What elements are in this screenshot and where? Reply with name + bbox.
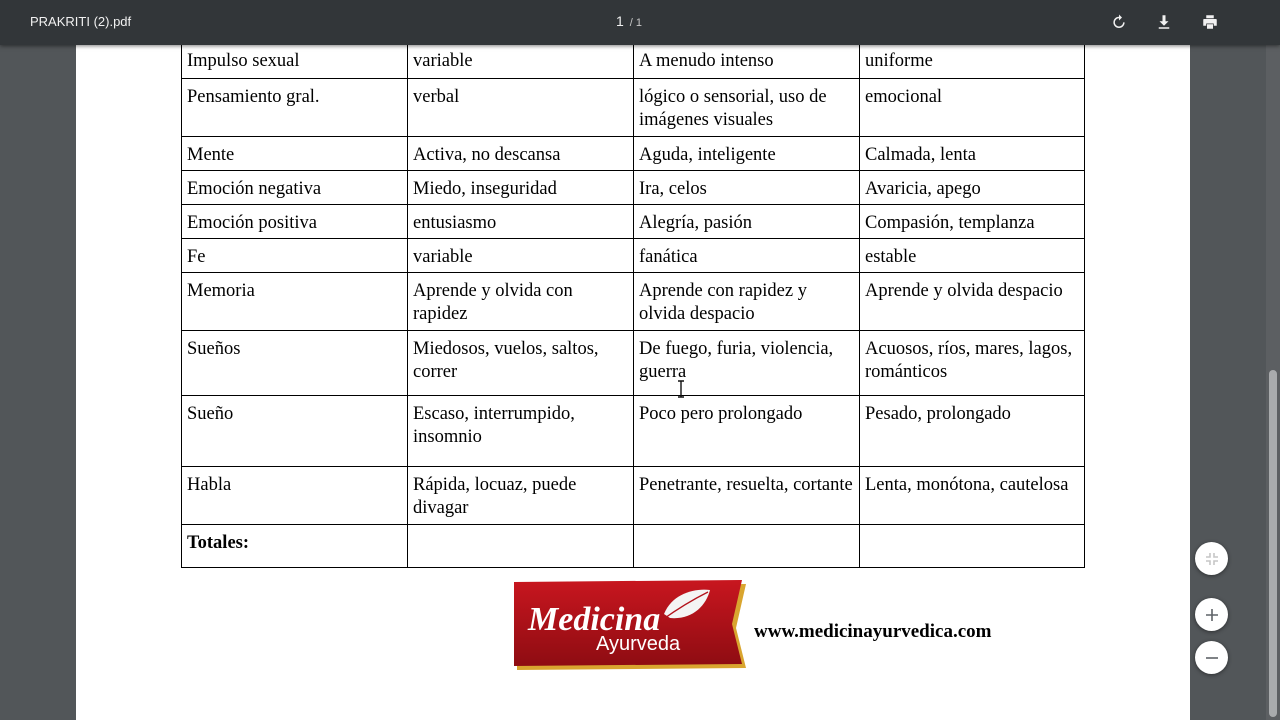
table-row (182, 395, 1085, 466)
table-cell: Emoción negativa (182, 170, 408, 204)
table-cell: Impulso sexual (182, 45, 408, 78)
table-cell: Miedo, inseguridad (408, 170, 634, 204)
table-cell: fanática (634, 238, 860, 272)
table-cell: Habla (182, 466, 408, 524)
table-cell: Pesado, prolongado (860, 395, 1085, 466)
table-cell: Aprende y olvida con rapidez (408, 272, 634, 330)
table-cell: Sueño (182, 395, 408, 466)
table-cell: Fe (182, 238, 408, 272)
fit-page-icon (1205, 552, 1219, 566)
download-button[interactable] (1152, 10, 1176, 34)
pdf-toolbar (0, 0, 1280, 45)
table-cell: variable (408, 238, 634, 272)
page-indicator (616, 13, 642, 29)
table-cell: lógico o sensorial, uso de imágenes visuales (634, 78, 860, 136)
table-cell: Avaricia, apego (860, 170, 1085, 204)
table-row (182, 78, 1085, 136)
page-separator: / (629, 17, 633, 29)
website-url: www.medicinayurvedica.com (754, 621, 992, 642)
table-cell: Compasión, templanza (860, 204, 1085, 238)
table-cell: Penetrante, resuelta, cortante (634, 466, 860, 524)
prakriti-table (181, 45, 1085, 568)
table-cell: Mente (182, 136, 408, 170)
table-cell (860, 524, 1085, 567)
scrollbar-thumb[interactable] (1269, 370, 1277, 717)
table-cell: Aguda, inteligente (634, 136, 860, 170)
table-cell: estable (860, 238, 1085, 272)
table-cell (408, 524, 634, 567)
current-page-number[interactable]: 1 (616, 13, 624, 29)
table-row (182, 204, 1085, 238)
minus-icon (1205, 651, 1219, 665)
document-title: PRAKRITI (2).pdf (30, 14, 132, 29)
table-cell: De fuego, furia, violencia, guerra (634, 330, 860, 395)
table-cell: verbal (408, 78, 634, 136)
print-button[interactable] (1198, 10, 1222, 34)
table-cell: Calmada, lenta (860, 136, 1085, 170)
plus-icon (1205, 608, 1219, 622)
pdf-page (76, 45, 1190, 720)
table-row (182, 45, 1085, 78)
table-row (182, 170, 1085, 204)
table-row (182, 136, 1085, 170)
table-row (182, 524, 1085, 567)
table-cell: A menudo intenso (634, 45, 860, 78)
table-cell (634, 524, 860, 567)
table-row (182, 330, 1085, 395)
table-cell: Aprende con rapidez y olvida despacio (634, 272, 860, 330)
rotate-button[interactable] (1107, 10, 1131, 34)
table-row (182, 272, 1085, 330)
table-cell: Pensamiento gral. (182, 78, 408, 136)
table-cell: Lenta, monótona, cautelosa (860, 466, 1085, 524)
logo-word-ayurveda: Ayurveda (596, 633, 681, 655)
table-row (182, 238, 1085, 272)
table-cell: uniforme (860, 45, 1085, 78)
medicina-ayurveda-logo (514, 580, 749, 670)
vertical-scrollbar[interactable] (1266, 45, 1280, 720)
fit-to-page-button[interactable] (1195, 542, 1228, 575)
table-cell: Rápida, locuaz, puede divagar (408, 466, 634, 524)
table-cell: Alegría, pasión (634, 204, 860, 238)
table-cell: Acuosos, ríos, mares, lagos, románticos (860, 330, 1085, 395)
table-cell: Emoción positiva (182, 204, 408, 238)
zoom-in-button[interactable] (1195, 598, 1228, 631)
download-icon (1155, 13, 1173, 31)
table-cell: Escaso, interrumpido, insomnio (408, 395, 634, 466)
table-cell: Miedosos, vuelos, saltos, correr (408, 330, 634, 395)
table-cell: Activa, no descansa (408, 136, 634, 170)
text-cursor-icon (676, 380, 686, 398)
logo-word-medicina: Medicina (528, 601, 661, 638)
rotate-icon (1110, 13, 1128, 31)
table-cell: Sueños (182, 330, 408, 395)
table-cell: Memoria (182, 272, 408, 330)
total-pages: 1 (635, 17, 642, 29)
table-cell: variable (408, 45, 634, 78)
table-cell: Ira, celos (634, 170, 860, 204)
table-row (182, 466, 1085, 524)
table-cell: Aprende y olvida despacio (860, 272, 1085, 330)
table-cell: entusiasmo (408, 204, 634, 238)
table-cell: emocional (860, 78, 1085, 136)
zoom-out-button[interactable] (1195, 641, 1228, 674)
table-cell: Poco pero prolongado (634, 395, 860, 466)
table-cell: Totales: (182, 524, 408, 567)
print-icon (1201, 13, 1219, 31)
